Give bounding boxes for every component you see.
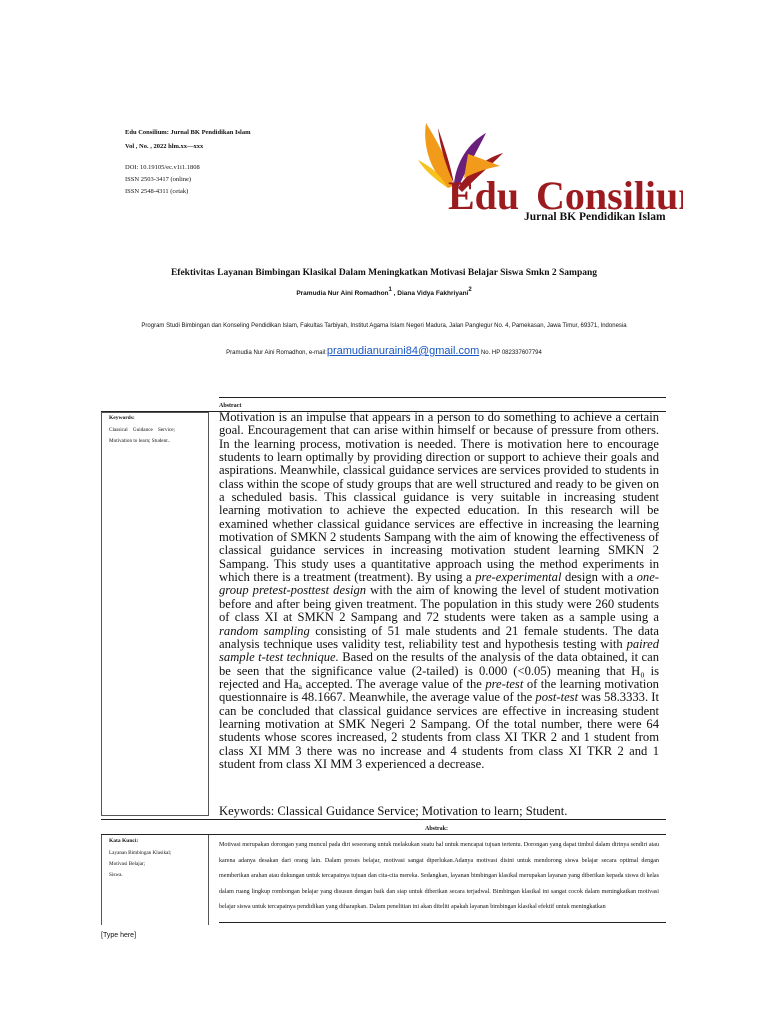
abstract-italic-4: paired sample t-test technique.: [219, 636, 659, 665]
abstract-italic-6: post-test: [535, 690, 579, 705]
keywords-side: Classical Guidance Service; Motivation to learn; Student..: [109, 427, 175, 444]
abstract-seg-7: was 58.3333. It can be concluded that classical guidance services are effective in increasing student learning motivation at SMK Negeri 2 Sampang. Of the total number, there were 64 students whose scores increased, 2 students from class XI TKR 2 and 1 student from class XI MM 3 there was no increase and 4 students from class XI TKR 2 and 1 student from class XI MM 3 experienced a decrease.: [219, 690, 659, 771]
abstract-italic-5: pre-test: [485, 676, 524, 691]
author-2: , Diana Vidya Fakhriyani: [391, 290, 469, 297]
keywords-heading: Keywords:: [109, 415, 135, 421]
abstrak-label: Abstrak:: [425, 826, 449, 832]
phone-number: No. HP 082337607794: [479, 350, 542, 356]
abstract-seg-6: of the learning motivation questionnaire is 48.1667. Meanwhile, the average value of the: [219, 676, 659, 705]
abstract-body: [219, 411, 659, 771]
abstrak-bottom-rule: [219, 922, 666, 923]
keywords-box: [101, 412, 209, 816]
abstract-seg-3: with the aim of knowing the level of student motivation before and after being given treatment. The population in this study were 260 students of class XI at SMKN 2 Sampang and 72 students were taken as a sample using a: [219, 583, 659, 625]
kata-kunci-heading: Kata Kunci:: [109, 838, 139, 844]
abstract-seg-5: Based on the results of the analysis of the data obtained, it can be seen that the significance value (2-tailed) is 0.000 (<0.05) meaning that H₀ is rejected and Haₐ accepted. The average value of the: [219, 650, 659, 691]
journal-doi[interactable]: DOI: 10.19105/ec.v1i1.1808: [125, 164, 200, 171]
abstract-italic-1: pre-experimental: [475, 570, 562, 585]
contact-line: [0, 345, 768, 357]
abstract-label: Abstract: [219, 403, 242, 409]
author-1-sup: 1: [388, 287, 392, 293]
abstract-italic-2: one-group pretest-posttest design: [219, 570, 659, 598]
abstract-seg-1: Motivation is an impulse that appears in a person to do something to achieve a certain goal. Encouragement that can arise within himself or because of pressure from others. In the learning process, motivation is needed. There is motivation here to encourage students to learn optimally by providing direction or support to achieve their goals and aspirations. Meanwhile, classical guidance services are services provided to students in class within the scope of study groups that are well structured and ready to be given on a scheduled basis. This classical guidance is very suitable in increasing student learning motivation to achieve the expected education. In this research will be examined whether classical guidance services are effective in increasing the learning motivation of SMKN 2 students Sampang with the aim of knowing the effectiveness of classical guidance services in increasing motivation student learning SMKN 2 Sampang. This study uses a quantitative approach using the method experiments in which there is a treatment (treatment). By using a: [219, 410, 659, 585]
abstrak-body: Motivasi merupakan dorongan yang muncul pada diri seseorang untuk melakukan suatu hal untuk mencapai tujuan tertentu. Dorongan yang dapat timbul dalam dirinya sendiri atau karena adanya desakan dari orang lain. Dalam proses belajar, motivasi sangat diperlukan.Adanya motivasi disini untuk mendorong siswa belajar secara optimal dengan memberikan arahan atau dukungan untuk tercapainya tujuan dan cita-cita mereka. Sedangkan, layanan bimbingan klasikal merupakan layanan yang diberikan kepada siswa di kelas dalam ruang lingkup rombongan belajar yang disusun dengan baik dan siap untuk diberikan secara terjadwal. Bimbingan klasikal ini sangat cocok dalam meningkatkan motivasi belajar siswa untuk tercapainya pendidikan yang diharapkan. Dalam penelitian ini akan diteliti apakah layanan bimbingan klasikal efektif untuk meningkatkan: [219, 842, 659, 910]
abstract-seg-4: consisting of 51 male students and 21 female students. The data analysis technique uses validity test, reliability test and hypothesis testing with: [219, 623, 659, 651]
journal-volume: Vol , No. , 2022 hlm.xx—xxx: [125, 143, 204, 150]
author-1: Pramudia Nur Aini Romadhon: [296, 290, 389, 297]
issn-online: ISSN 2503-3417 (online): [125, 176, 192, 183]
abstract-keywords-line: Keywords: Classical Guidance Service; Motivation to learn; Student.: [219, 804, 568, 818]
author-2-sup: 2: [468, 287, 472, 293]
logo-word-edu: Edu: [448, 173, 520, 218]
abstrak-top-rule: [101, 819, 666, 820]
affiliation: Program Studi Bimbingan dan Konseling Pendidikan Islam, Fakultas Tarbiyah, Institut Agama Islam Negeri Madura, Jalan Panglegur No. 4, Pamekasan, Jawa Timur, 69371, Indonesia: [141, 323, 627, 329]
journal-name: Edu Consilium: Jurnal BK Pendidikan Islam: [125, 129, 251, 136]
page-footer: [Type here]: [101, 932, 137, 939]
abstract-italic-3: random sampling: [219, 623, 310, 638]
logo-subtitle: Jurnal BK Pendidikan Islam: [524, 211, 666, 223]
kata-kunci-item: Layanan Bimbingan Klasikal;: [109, 850, 172, 856]
kata-kunci-list: [109, 848, 171, 881]
article-title: Efektivitas Layanan Bimbingan Klasikal Dalam Meningkatkan Motivasi Belajar Siswa Smkn 2 Sampang: [170, 268, 598, 278]
contact-prefix: Pramudia Nur Aini Romadhon, e-mail:: [226, 350, 327, 356]
logo-word-consilium: Consiliu: [536, 173, 679, 218]
abstract-seg-2: design with a: [561, 570, 637, 585]
kata-kunci-item: Motivasi Belajar;: [109, 861, 146, 867]
kata-kunci-item: Siswa.: [109, 872, 123, 878]
issn-print: ISSN 2548-4311 (cetak): [125, 188, 189, 195]
abstract-top-rule: [219, 397, 666, 398]
email-link[interactable]: pramudianuraini84@gmail.com: [326, 345, 480, 357]
author-line: [0, 287, 768, 297]
